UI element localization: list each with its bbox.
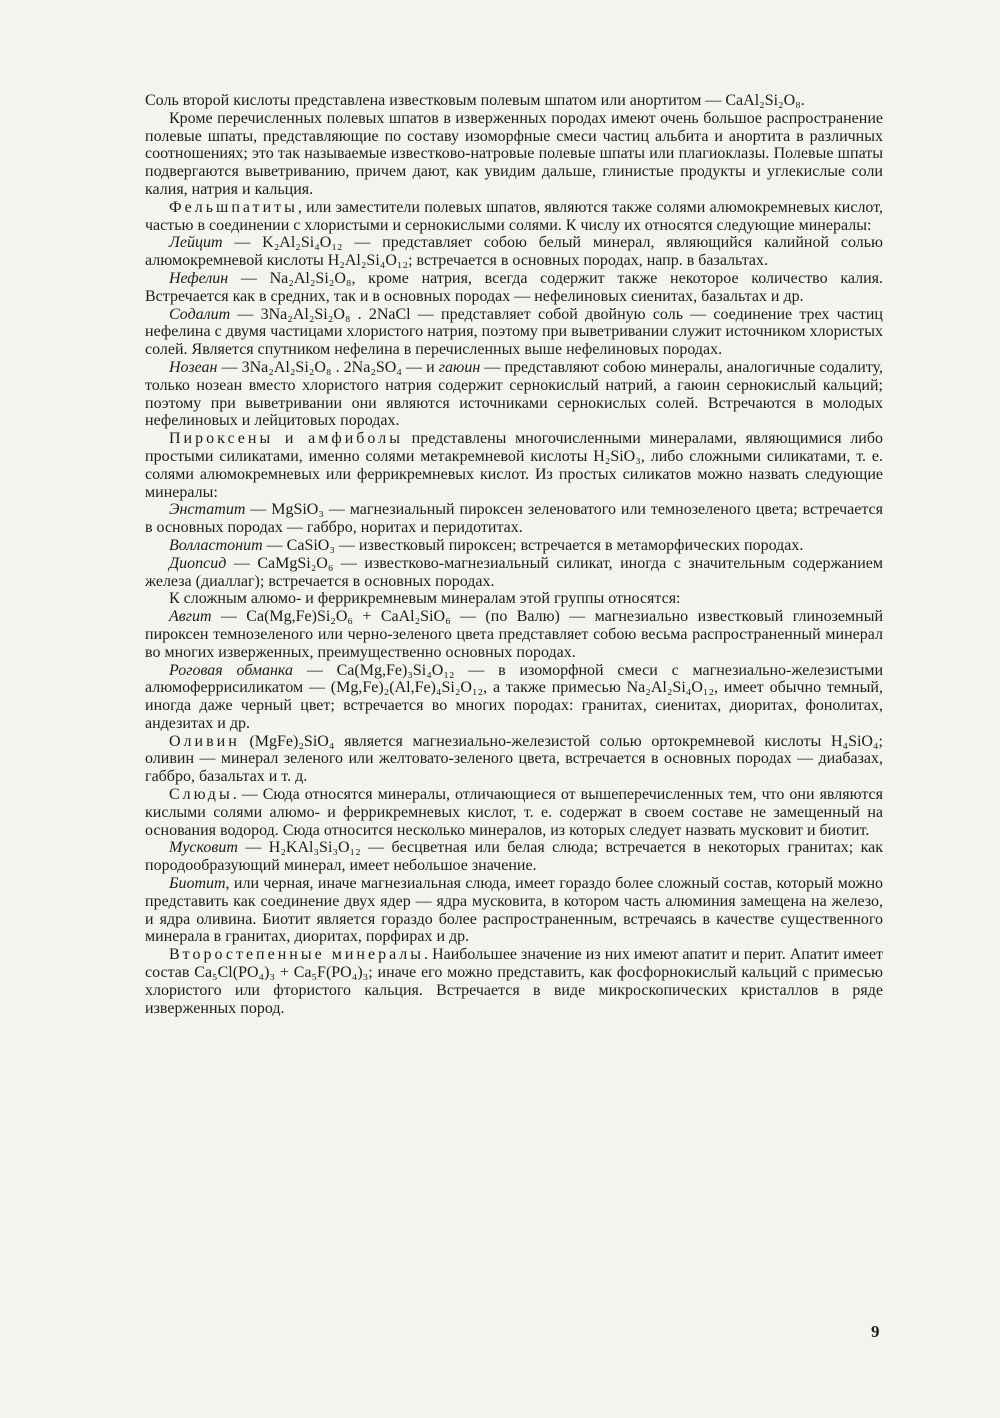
paragraph-text: — H₂KAl₃Si₃O₁₂ — бесцветная или белая слюда; встречается в некоторых гранитах; как породообразующий минерал, имеет небольшое значение.: [145, 839, 883, 875]
paragraph: [145, 110, 883, 199]
paragraph-text: — представляют собою минералы, аналогичные содалиту, только нозеан вместо хлористого натрия содержит сернокислый натрий, а гаюин сернокислый кальций; поэтому при выветривании они являются источниками сернокислых солей. Встречаются в молодых нефелиновых и лейцитовых породах.: [145, 358, 883, 430]
paragraph-text: — Ca(Mg,Fe)Si₂O₆ + CaAl₂SiO₆ — (по Валю) — магнезиально известковый глиноземный пироксен темнозеленого или черно-зеленого цвета представляет собою весьма распространенный минерал во многих изверженных, преимущественно основных породах.: [145, 608, 883, 661]
paragraph: [145, 430, 883, 501]
paragraph-text: , или черная, иначе магнезиальная слюда, имеет гораздо более сложный состав, который можно представить как соединение двух ядер — ядра мусковита, в котором часть алюминия замещена на железо, и ядра оливина. Биотит является гораздо более распространенным, встречаясь в качестве существенного минерала в гранитах, диоритах, порфирах и др.: [145, 875, 883, 946]
italic-term: Лейцит: [169, 234, 223, 252]
spaced-heading: Слюды: [169, 786, 233, 804]
paragraph: [145, 537, 883, 555]
italic-term: Диопсид: [169, 554, 227, 572]
paragraph: [145, 270, 883, 306]
paragraph: [145, 946, 883, 1017]
paragraph-text: Соль второй кислоты представлена известковым полевым шпатом или анортитом — CaAl₂Si₂O₈.: [145, 92, 805, 109]
paragraph-text: — 3Na₂Al₂Si₂O₈ . 2Na₂SO₄ — и: [217, 358, 439, 376]
italic-term: Энстатит: [169, 501, 246, 519]
paragraph: [145, 501, 883, 537]
paragraph-text: — 3Na₂Al₂Si₂O₈ . 2NaCl — представляет собой двойную соль — соединение трех частиц нефелина с двумя частицами хлористого натрия, поэтому при выветривании служит источником хлористых солей. Является спутником нефелина в перечисленных выше нефелиновых породах.: [145, 305, 883, 359]
paragraph-text: — MgSiO₃ — магнезиальный пироксен зеленоватого или темнозеленого цвета; встречается в основных породах — габбро, норитах и перидотитах.: [145, 501, 883, 537]
paragraph-text: , или заместители полевых шпатов, являются также солями алюмокремневых кислот, частью в соединении с хлористыми и сернокислыми солями. К числу их относятся следующие минералы:: [145, 198, 883, 234]
paragraph: [145, 786, 883, 839]
paragraph: [145, 555, 883, 591]
paragraph: [145, 199, 883, 235]
spaced-heading: Фельшпатиты: [169, 198, 298, 216]
paragraph-text: К сложным алюмо- и феррикремневым минералам этой группы относятся:: [169, 590, 681, 608]
paragraph: [145, 359, 883, 430]
paragraph-text: представлены многочисленными минералами, являющимися либо простыми силикатами, именно солями метакремневой кислоты H₂SiO₃, либо сложными силикатами, т. е. солями алюмокремневых или феррикремневых кислот. Из простых силикатов можно назвать следующие минералы:: [145, 430, 884, 501]
italic-term: Содалит: [169, 305, 231, 323]
paragraph: [145, 306, 883, 359]
paragraph: [145, 92, 883, 110]
spaced-heading: Пироксены и амфиболы: [169, 430, 403, 448]
italic-term: Мусковит: [169, 839, 238, 857]
paragraph: [145, 875, 883, 946]
italic-term: Биотит: [169, 875, 226, 893]
italic-term: Авгит: [169, 608, 212, 626]
italic-term: гаюин: [438, 358, 481, 376]
paragraph-text: Кроме перечисленных полевых шпатов в изверженных породах имеют очень большое распространение полевые шпаты, представляющие по составу изоморфные смеси частиц альбита и анортита в различных соотношениях; это так называемые известково-натровые полевые шпаты или плагиоклазы. Полевые шпаты подвергаются выветриванию, причем дают, как увидим дальше, глинистые продукты и углекислые соли калия, натрия и кальция.: [145, 109, 883, 198]
paragraph-text: — Na₂Al₂Si₂O₈, кроме натрия, всегда содержит также некоторое количество калия. Встречается как в средних, так и в основных породах — нефелиновых сиенитах, базальтах и др.: [145, 269, 883, 305]
paragraph-text: . Наибольшее значение из них имеют апатит и перит. Апатит имеет состав Ca₅Cl(PO₄)₃ + Ca₅F(PO₄)₃; иначе его можно представить, как фосфорнокислый кальций с примесью хлористого или фтористого кальция. Встречается в виде микроскопических кристаллов в ряде изверженных пород.: [145, 946, 884, 1017]
paragraph: [145, 662, 883, 733]
paragraph-text: — K₂Al₂Si₄O₁₂ — представляет собою белый минерал, являющийся калийной солью алюмокремневой кислоты H₂Al₂Si₄O₁₂; встречается в основных породах, напр. в базальтах.: [145, 234, 883, 270]
italic-term: Волластонит: [169, 536, 263, 554]
spaced-heading: Второстепенные минералы: [169, 946, 425, 964]
paragraph-text: (MgFe)₂SiO₄ является магнезиально-железистой солью ортокремневой кислоты H₄SiO₄; оливин — минерал зеленого или желтовато-зеленого цвета, встречается в основных породах — диабазах, габбро, базальтах и т. д.: [145, 732, 883, 786]
italic-term: Нозеан: [169, 358, 218, 376]
paragraph: [145, 590, 883, 608]
paragraph: [145, 733, 883, 786]
spaced-heading: Оливин: [169, 732, 240, 750]
italic-term: Нефелин: [169, 269, 229, 287]
paragraph-text: — CaMgSi₂O₆ — известково-магнезиальный силикат, иногда с значительным содержанием железа (диаллаг); встречается в основных породах.: [145, 554, 883, 590]
italic-term: Роговая обманка: [169, 661, 293, 679]
page-number: 9: [871, 1322, 880, 1341]
paragraph: [145, 839, 883, 875]
paragraph: [145, 234, 883, 270]
paragraph: [145, 608, 883, 661]
page-body: [145, 92, 883, 1017]
paragraph-text: — Ca(Mg,Fe)₃Si₄O₁₂ — в изоморфной смеси с магнезиально-железистыми алюмоферрисиликатом — (Mg,Fe)₂(Al,Fe)₄Si₂O₁₂, а также примесью Na₂Al₂Si₄O₁₂, имеет обычно темный, иногда даже черный цвет; встречается во многих породах: гранитах, сиенитах, диоритах, фонолитах, андезитах и др.: [145, 661, 884, 732]
paragraph-text: — CaSiO₃ — известковый пироксен; встречается в метаморфических породах.: [262, 536, 804, 554]
paragraph-text: . — Сюда относятся минералы, отличающиеся от вышеперечисленных тем, что они являются кислыми солями алюмо- и феррикремневых кислот, т. е. содержат в своем составе не замещенный на основания водород. Сюда относится несколько минералов, из которых следует назвать мусковит и биотит.: [145, 786, 883, 839]
